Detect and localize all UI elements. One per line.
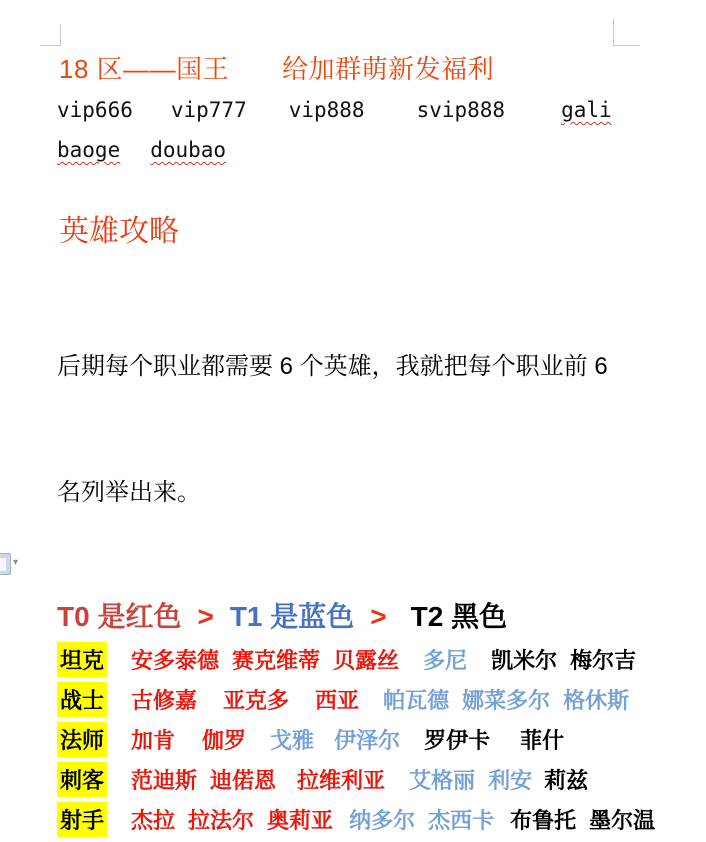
- hero-tier-table: [57, 642, 663, 836]
- hero-name: 贝露丝: [333, 647, 400, 673]
- hero-row-marksman: [57, 802, 663, 836]
- intro-paragraph-line-1: 后期每个职业都需要 6 个英雄，我就把每个职业前 6: [57, 353, 608, 380]
- section-heading-line: [57, 162, 663, 252]
- vip-code-spellcheck: baoge: [57, 138, 121, 162]
- paste-options-button[interactable]: [0, 553, 24, 575]
- t2-heroes: [491, 644, 636, 675]
- vip-code: svip888: [416, 98, 506, 122]
- hero-name: 梅尔吉: [570, 647, 637, 673]
- t2-heroes: [510, 804, 655, 835]
- hero-name: 亚克多: [223, 687, 290, 713]
- class-label: 射手: [57, 802, 107, 837]
- t2-heroes: [424, 724, 564, 755]
- t0-heroes: [131, 804, 333, 835]
- hero-name: 布鲁托: [510, 807, 577, 833]
- hero-name: 拉法尔: [188, 807, 255, 833]
- intro-paragraph-line-2: 名列举出来。: [57, 479, 201, 506]
- hero-row-assassin: [57, 762, 663, 796]
- t1-heroes: [349, 804, 494, 835]
- t0-heroes: [131, 724, 246, 755]
- hero-name: 利安: [488, 767, 533, 793]
- t1-heroes: [423, 644, 467, 675]
- page-margin-mark-top-right: [613, 18, 640, 46]
- hero-name: 纳多尔: [349, 807, 416, 833]
- class-label: 战士: [57, 682, 107, 717]
- t1-heroes: [409, 764, 532, 795]
- hero-name: 赛克维蒂: [232, 647, 321, 673]
- hero-name: 帕瓦德: [383, 687, 450, 713]
- hero-row-warrior: [57, 682, 663, 716]
- vip-code: vip777: [170, 98, 247, 122]
- hero-name: 西亚: [315, 687, 360, 713]
- vip-codes-line-2: [57, 138, 663, 162]
- hero-name: 格休斯: [563, 687, 630, 713]
- hero-name: 罗伊卡: [424, 727, 491, 753]
- hero-name: 娜菜多尔: [462, 687, 551, 713]
- hero-row-tank: [57, 642, 663, 676]
- t1-heroes: [270, 724, 400, 755]
- caret-down-icon: ▾: [13, 557, 19, 568]
- t0-heroes: [131, 644, 399, 675]
- hero-name: 多尼: [423, 647, 468, 673]
- title-line: [57, 52, 663, 86]
- hero-name: 凯米尔: [491, 647, 558, 673]
- hero-name: 范迪斯: [131, 767, 198, 793]
- tier-legend: [57, 598, 663, 636]
- class-label: 法师: [57, 722, 107, 757]
- t0-heroes: [131, 684, 359, 715]
- hero-name: 迪偌恩: [210, 767, 277, 793]
- t1-heroes: [383, 684, 629, 715]
- hero-name: 菲什: [520, 727, 565, 753]
- document-page: [57, 52, 663, 842]
- hero-name: 墨尔温: [589, 807, 656, 833]
- greater-than-symbol: >: [370, 601, 387, 632]
- hero-name: 莉兹: [544, 767, 589, 793]
- hero-name: 拉维利亚: [297, 767, 386, 793]
- t0-heroes: [131, 764, 385, 795]
- vip-code: vip666: [57, 98, 133, 122]
- hero-name: 伊泽尔: [334, 727, 401, 753]
- greater-than-symbol: >: [197, 601, 214, 632]
- hero-name: 杰西卡: [428, 807, 495, 833]
- tier-t2-label: T2 黑色: [410, 601, 508, 632]
- hero-name: 杰拉: [131, 807, 176, 833]
- clipboard-icon: [0, 553, 11, 575]
- hero-name: 艾格丽: [409, 767, 476, 793]
- section-heading: 英雄攻略: [59, 215, 179, 248]
- tier-t0-label: T0 是红色: [57, 601, 182, 632]
- page-margin-mark-top-left: [40, 25, 61, 46]
- hero-name: 伽罗: [202, 727, 247, 753]
- hero-name: 安多泰德: [131, 647, 220, 673]
- t2-heroes: [544, 764, 588, 795]
- vip-codes-line-1: [57, 98, 663, 122]
- hero-row-mage: [57, 722, 663, 756]
- tier-t1-label: T1 是蓝色: [229, 601, 355, 632]
- vip-code-spellcheck: doubao: [150, 138, 227, 162]
- hero-name: 加肯: [131, 727, 176, 753]
- hero-name: 戈雅: [270, 727, 315, 753]
- hero-name: 奥莉亚: [267, 807, 334, 833]
- class-label: 刺客: [57, 762, 107, 797]
- document-title: 18 区——国王 给加群萌新发福利: [59, 54, 495, 84]
- intro-paragraph: [57, 262, 663, 598]
- vip-code: vip888: [288, 98, 365, 122]
- vip-code-spellcheck: gali: [561, 98, 612, 122]
- hero-name: 古修嘉: [131, 687, 198, 713]
- class-label: 坦克: [57, 642, 107, 677]
